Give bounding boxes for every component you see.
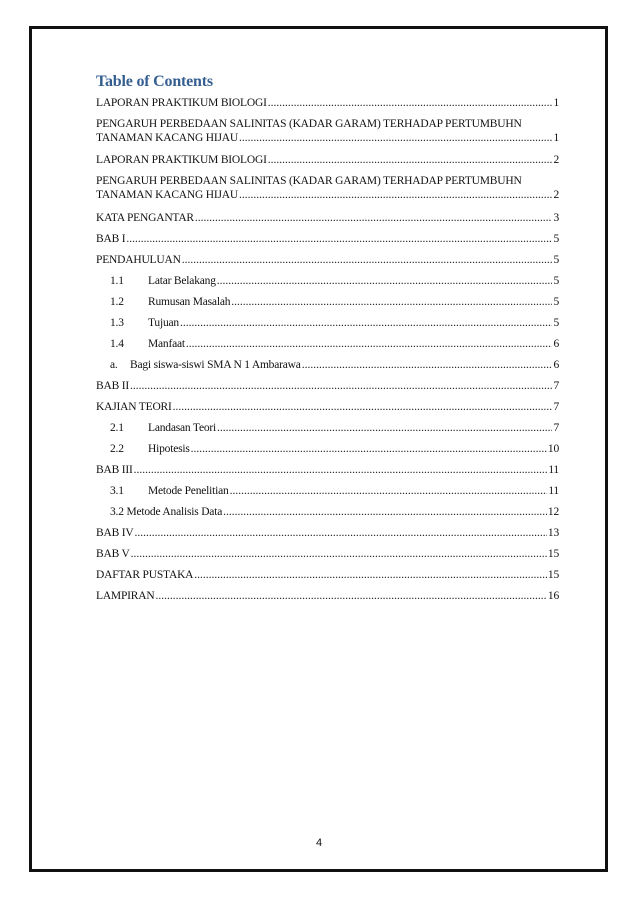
toc-entry-page: 11 xyxy=(548,464,559,476)
toc-entry-page: 13 xyxy=(547,527,559,539)
toc-entry-label: TANAMAN KACANG HIJAU xyxy=(96,132,239,144)
dot-leader xyxy=(155,589,546,603)
dot-leader xyxy=(223,505,547,519)
dot-leader xyxy=(131,547,547,561)
dot-leader xyxy=(173,400,553,414)
toc-entry[interactable] xyxy=(96,463,559,477)
toc-entry-page: 7 xyxy=(553,422,559,434)
toc-entry-label: PENGARUH PERBEDAAN SALINITAS (KADAR GARAM) TERHADAP PERTUMBUHN xyxy=(96,175,522,187)
dot-leader xyxy=(217,421,552,435)
toc-entry[interactable] xyxy=(96,400,559,414)
toc-entry-label: DAFTAR PUSTAKA xyxy=(96,569,194,581)
dot-leader xyxy=(239,188,552,202)
toc-entry-page: 1 xyxy=(553,132,559,144)
dot-leader xyxy=(195,211,553,225)
toc-entry[interactable] xyxy=(96,117,559,145)
toc-entry-label: LAPORAN PRAKTIKUM BIOLOGI xyxy=(96,154,267,166)
toc-entry-number: 1.1 xyxy=(110,275,124,287)
dot-leader xyxy=(134,463,548,477)
toc-entry[interactable] xyxy=(110,421,559,435)
toc-entry-page: 11 xyxy=(548,485,559,497)
toc-entry[interactable] xyxy=(96,568,559,582)
dot-leader xyxy=(130,379,552,393)
toc-title: Table of Contents xyxy=(96,73,213,90)
dot-leader xyxy=(134,526,546,540)
toc-entry-label: BAB I xyxy=(96,233,126,245)
toc-entry[interactable] xyxy=(96,174,559,202)
toc-entry[interactable] xyxy=(96,526,559,540)
toc-entry-label: Landasan Teori xyxy=(148,422,217,434)
toc-entry-page: 6 xyxy=(553,359,559,371)
toc-entry[interactable] xyxy=(110,295,559,309)
toc-entry[interactable] xyxy=(110,358,559,372)
dot-leader xyxy=(217,274,553,288)
toc-entry-label: KATA PENGANTAR xyxy=(96,212,194,224)
toc-entry-label: PENDAHULUAN xyxy=(96,254,181,266)
toc-entry-page: 15 xyxy=(547,569,559,581)
toc-entry[interactable] xyxy=(110,442,559,456)
dot-leader xyxy=(268,96,553,110)
toc-entry-label: PENGARUH PERBEDAAN SALINITAS (KADAR GARAM) TERHADAP PERTUMBUHN xyxy=(96,118,522,130)
toc-entry-label: BAB II xyxy=(96,380,129,392)
toc-entry[interactable] xyxy=(110,274,559,288)
dot-leader xyxy=(186,337,553,351)
toc-entry-label: TANAMAN KACANG HIJAU xyxy=(96,189,239,201)
toc-entry-page: 5 xyxy=(553,296,559,308)
toc-entry-number: 2.1 xyxy=(110,422,124,434)
toc-entry-label: Rumusan Masalah xyxy=(148,296,231,308)
toc-entry-page: 16 xyxy=(547,590,559,602)
toc-entry-label: BAB V xyxy=(96,548,130,560)
toc-entry-number: a. xyxy=(110,359,118,371)
toc-entry-label: LAMPIRAN xyxy=(96,590,155,602)
dot-leader xyxy=(126,232,552,246)
dot-leader xyxy=(302,358,553,372)
toc-entry[interactable] xyxy=(110,316,559,330)
toc-entry-number: 3.1 xyxy=(110,485,124,497)
toc-entry[interactable] xyxy=(96,589,559,603)
toc-entry-label: Metode Penelitian xyxy=(148,485,229,497)
dot-leader xyxy=(191,442,547,456)
toc-entry-label: 3.2 Metode Analisis Data xyxy=(110,506,223,518)
dot-leader xyxy=(180,316,552,330)
toc-entry[interactable] xyxy=(96,96,559,110)
toc-entry-page: 3 xyxy=(553,212,559,224)
toc-entry-page: 1 xyxy=(553,97,559,109)
toc-entry[interactable] xyxy=(96,153,559,167)
toc-entry-page: 2 xyxy=(553,189,559,201)
toc-entry-page: 15 xyxy=(547,548,559,560)
toc-entry-page: 10 xyxy=(547,443,559,455)
toc-entry[interactable] xyxy=(96,232,559,246)
toc-entry[interactable] xyxy=(96,253,559,267)
page-number: 4 xyxy=(315,837,323,849)
toc-entry-label: BAB IV xyxy=(96,527,134,539)
toc-entry-page: 2 xyxy=(553,154,559,166)
toc-entry-label: KAJIAN TEORI xyxy=(96,401,172,413)
dot-leader xyxy=(239,131,552,145)
toc-entry-page: 5 xyxy=(553,254,559,266)
toc-entry-page: 12 xyxy=(547,506,559,518)
toc-entry-page: 7 xyxy=(553,401,559,413)
toc-entry-page: 7 xyxy=(553,380,559,392)
toc-entry[interactable] xyxy=(110,337,559,351)
dot-leader xyxy=(194,568,547,582)
dot-leader xyxy=(231,295,552,309)
toc-entry[interactable] xyxy=(110,505,559,519)
toc-entry-number: 1.4 xyxy=(110,338,124,350)
toc-entry-page: 5 xyxy=(553,317,559,329)
toc-entry-number: 1.2 xyxy=(110,296,124,308)
toc-entry[interactable] xyxy=(96,379,559,393)
toc-entry[interactable] xyxy=(96,211,559,225)
toc-entry-label: LAPORAN PRAKTIKUM BIOLOGI xyxy=(96,97,267,109)
toc-entry[interactable] xyxy=(96,547,559,561)
toc-entry-label: BAB III xyxy=(96,464,133,476)
toc-entry-page: 5 xyxy=(553,275,559,287)
dot-leader xyxy=(268,153,553,167)
dot-leader xyxy=(182,253,553,267)
toc-entry-number: 2.2 xyxy=(110,443,124,455)
toc-entry-label: Bagi siswa-siswi SMA N 1 Ambarawa xyxy=(130,359,301,371)
toc-entry-label: Hipotesis xyxy=(148,443,190,455)
toc-entry-page: 5 xyxy=(553,233,559,245)
toc-entry-label: Latar Belakang xyxy=(148,275,216,287)
toc-entry-label: Manfaat xyxy=(148,338,185,350)
toc-entry-page: 6 xyxy=(553,338,559,350)
dot-leader xyxy=(230,484,548,498)
toc-entry-label: Tujuan xyxy=(148,317,179,329)
toc-entry[interactable] xyxy=(110,484,559,498)
toc-entry-number: 1.3 xyxy=(110,317,124,329)
